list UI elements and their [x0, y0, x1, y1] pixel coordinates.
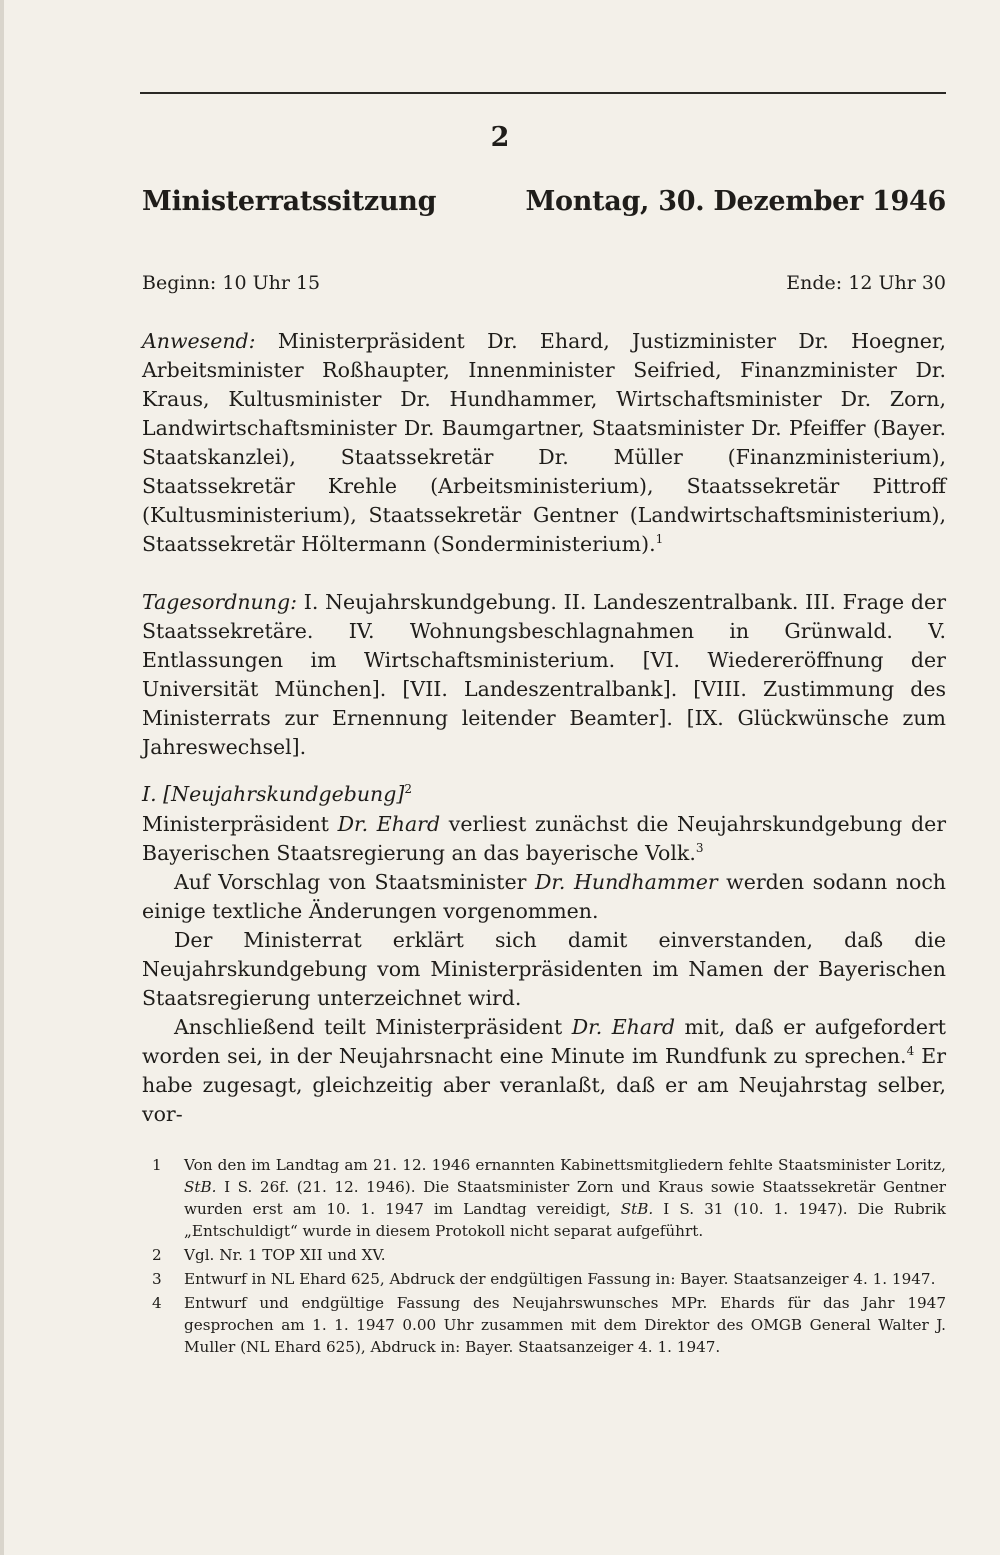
- start-time: Beginn: 10 Uhr 15: [142, 272, 321, 294]
- header-rule: [140, 92, 946, 94]
- paragraph-2-text-b: werden sodann noch einige textliche Änderungen vorgenommen.: [142, 870, 946, 923]
- footnote-number: 1: [152, 1156, 162, 1174]
- footnote-1-source-a: StB.: [184, 1178, 217, 1196]
- footnote-number: 4: [152, 1294, 162, 1312]
- paragraph-3: Der Ministerrat erklärt sich damit einverstanden, daß die Neujahrskundgebung vom Ministerpräsidenten im Namen der Bayerischen Staatsregierung unterzeichnet wird.: [142, 928, 946, 1010]
- footnote-text: [184, 1154, 946, 1242]
- document-number: 2: [490, 122, 510, 153]
- paragraph-1-text-a: Ministerpräsident: [142, 812, 338, 836]
- footnote-ref-1[interactable]: 1: [655, 532, 664, 547]
- end-time: Ende: 12 Uhr 30: [786, 272, 946, 294]
- time-row: [142, 272, 946, 294]
- section-body: [142, 810, 946, 1129]
- paragraph-2-text-a: Auf Vorschlag von Staatsminister: [174, 870, 535, 894]
- footnote-3: [152, 1268, 946, 1290]
- footnote-number: 2: [152, 1246, 162, 1264]
- footnote-1-text-a: Von den im Landtag am 21. 12. 1946 ernannten Kabinettsmitgliedern fehlte Staatsminister Loritz,: [184, 1156, 946, 1174]
- footnote-1: [152, 1154, 946, 1242]
- paragraph-1-text-b: verliest zunächst die Neujahrskundgebung der Bayerischen Staatsregierung an das bayerische Volk.: [142, 812, 946, 865]
- attendees-paragraph: [142, 327, 946, 559]
- section-title: [Neujahrskundgebung]: [163, 782, 405, 806]
- paragraph-1-person: Dr. Ehard: [337, 812, 441, 836]
- paragraph-1: [142, 810, 946, 868]
- meeting-title: Ministerratssitzung: [142, 186, 437, 217]
- footnotes: [152, 1154, 946, 1360]
- agenda-paragraph: [142, 588, 946, 762]
- footnote-text: Entwurf in NL Ehard 625, Abdruck der endgültigen Fassung in: Bayer. Staatsanzeiger 4. 1. 1947.: [184, 1270, 936, 1288]
- page-edge-shadow: [0, 0, 4, 1555]
- footnote-number: 3: [152, 1270, 162, 1288]
- section-heading: [142, 780, 946, 809]
- footnote-4: [152, 1292, 946, 1358]
- paragraph-4-person: Dr. Ehard: [571, 1015, 676, 1039]
- footnote-ref-2[interactable]: 2: [404, 782, 413, 797]
- paragraph-4-text-c: Er habe zugesagt, gleichzeitig aber veranlaßt, daß er am Neujahrstag selber, vor-: [142, 1044, 946, 1126]
- footnote-text: Vgl. Nr. 1 TOP XII und XV.: [184, 1246, 386, 1264]
- footnote-1-text-b: I S. 26f. (21. 12. 1946). Die Staatsminister Zorn und Kraus sowie Staatssekretär Gentner wurden erst am 10. 1. 1947 im Landtag vereidigt,: [184, 1178, 946, 1218]
- meeting-date: Montag, 30. Dezember 1946: [525, 186, 946, 217]
- title-row: [142, 186, 946, 217]
- section-number: I.: [142, 782, 164, 806]
- footnote-ref-4[interactable]: 4: [906, 1044, 915, 1059]
- attendees-text: Ministerpräsident Dr. Ehard, Justizminister Dr. Hoegner, Arbeitsminister Roßhaupter, Innenminister Seifried, Finanzminister Dr. Kraus, Kultusminister Dr. Hundhammer, Wirtschaftsminister Dr. Zorn, Landwirtschaftsminister Dr. Baumgartner, Staatsminister Dr. Pfeiffer (Bayer. Staatskanzlei), Staatssekretär Dr. Müller (Finanzministerium), Staatssekretär Krehle (Arbeitsministerium), Staatssekretär Pittroff (Kultusministerium), Staatssekretär Gentner (Landwirtschaftsministerium), Staatssekretär Höltermann (Sonderministerium).: [142, 329, 946, 556]
- paragraph-4: [142, 1013, 946, 1129]
- footnote-2: [152, 1244, 946, 1266]
- footnote-ref-3[interactable]: 3: [695, 841, 704, 856]
- paragraph-4-text-b: mit, daß er aufgefordert worden sei, in der Neujahrsnacht eine Minute im Rundfunk zu sprechen.: [142, 1015, 947, 1068]
- agenda-label: Tagesordnung:: [142, 590, 297, 614]
- attendees-label: Anwesend:: [142, 329, 256, 353]
- paragraph-2: [142, 868, 946, 926]
- paragraph-2-person: Dr. Hundhammer: [534, 870, 718, 894]
- footnote-1-text-c: I S. 31 (10. 1. 1947). Die Rubrik „Entschuldigt“ wurde in diesem Protokoll nicht separat aufgeführt.: [184, 1200, 946, 1240]
- footnote-1-source-b: StB.: [620, 1200, 654, 1218]
- agenda-text: I. Neujahrskundgebung. II. Landeszentralbank. III. Frage der Staatssekretäre. IV. Wohnungsbeschlagnahmen in Grünwald. V. Entlassungen im Wirtschaftsministerium. [VI. Wiedereröffnung der Universität München]. [VII. Landeszentralbank]. [VIII. Zustimmung des Ministerrats zur Ernennung leitender Beamter]. [IX. Glückwünsche zum Jahreswechsel].: [142, 590, 946, 759]
- footnote-text: Entwurf und endgültige Fassung des Neujahrswunsches MPr. Ehards für das Jahr 1947 gesprochen am 1. 1. 1947 0.00 Uhr zusammen mit dem Direktor des OMGB General Walter J. Muller (NL Ehard 625), Abdruck in: Bayer. Staatsanzeiger 4. 1. 1947.: [184, 1294, 946, 1356]
- paragraph-4-text-a: Anschließend teilt Ministerpräsident: [174, 1015, 572, 1039]
